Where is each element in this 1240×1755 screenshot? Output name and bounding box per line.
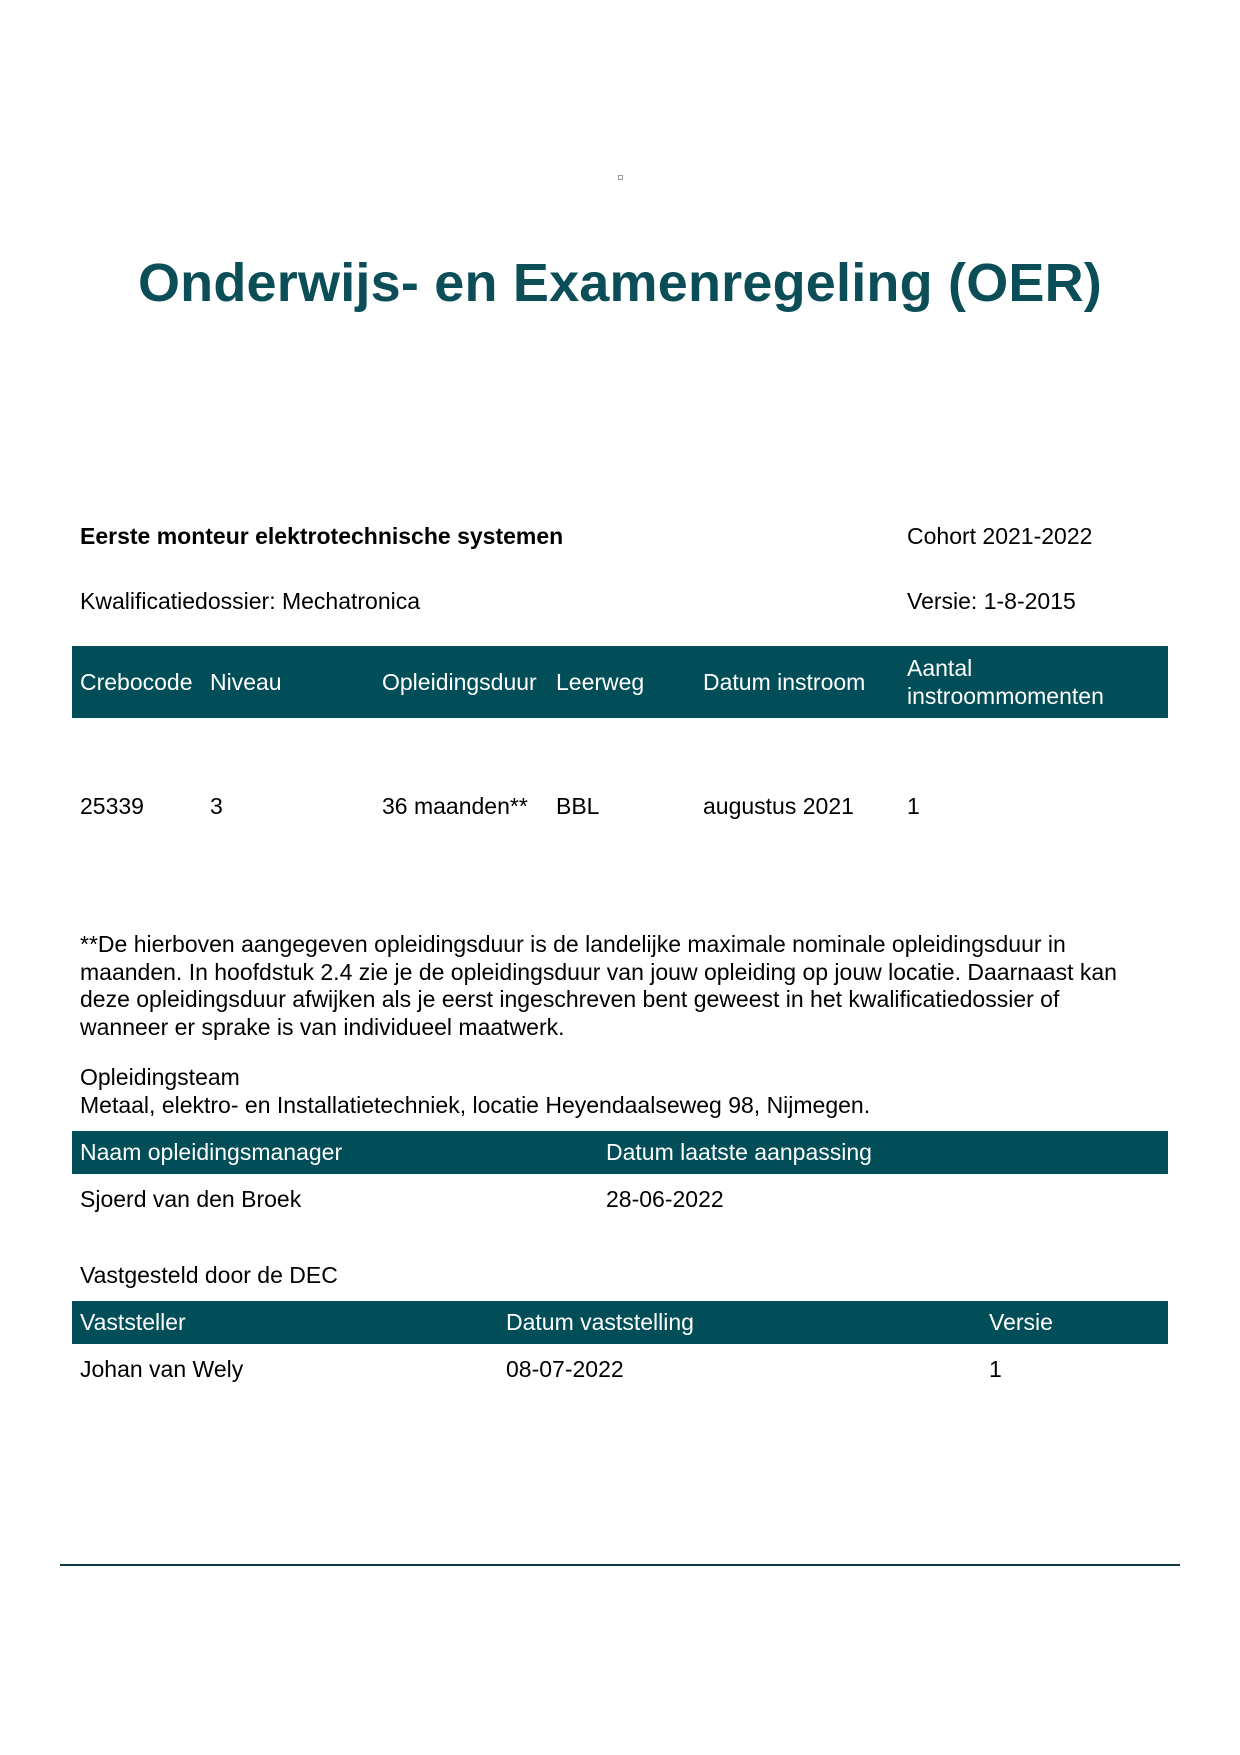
header-vaststeller: Vaststeller — [80, 1309, 186, 1335]
cohort: Cohort 2021-2022 — [907, 523, 1093, 549]
header-instroommomenten: instroommomenten — [907, 683, 1104, 709]
header-datum-vaststelling: Datum vaststelling — [506, 1309, 694, 1335]
kenmerken-table-header — [72, 646, 1168, 718]
footnote-line: wanneer er sprake is van individueel maatwerk. — [80, 1013, 565, 1040]
header-niveau: Niveau — [210, 669, 282, 695]
header-naam-opleidingsmanager: Naam opleidingsmanager — [80, 1139, 343, 1165]
header-versie: Versie — [989, 1309, 1053, 1335]
opleidingsteam-value: Metaal, elektro- en Installatietechniek, locatie Heyendaalseweg 98, Nijmegen. — [80, 1092, 871, 1118]
header-opleidingsduur: Opleidingsduur — [382, 669, 537, 695]
footnote-line: maanden. In hoofdstuk 2.4 zie je de opleidingsduur van jouw opleiding op jouw locatie. Daarnaast kan — [80, 958, 1117, 985]
opleiding-name: Eerste monteur elektrotechnische systemen — [80, 523, 564, 549]
cell-opleidingsduur: 36 maanden** — [382, 793, 528, 819]
cell-datum-vaststelling: 08-07-2022 — [506, 1356, 624, 1382]
document-title: Onderwijs- en Examenregeling (OER) — [137, 253, 1102, 313]
manager-table-row — [72, 1185, 1168, 1215]
kwalificatiedossier: Kwalificatiedossier: Mechatronica — [80, 588, 421, 614]
cell-datum-laatste-aanpassing: 28-06-2022 — [606, 1186, 724, 1212]
vaststelling-table-header — [72, 1301, 1168, 1344]
cell-leerweg: BBL — [556, 793, 600, 819]
cell-vaststeller: Johan van Wely — [80, 1356, 244, 1382]
footer-divider — [60, 1564, 1180, 1566]
placeholder-box-icon — [618, 175, 623, 180]
header-leerweg: Leerweg — [556, 669, 645, 695]
vastgesteld-label: Vastgesteld door de DEC — [80, 1262, 338, 1288]
cell-versie: 1 — [989, 1356, 1002, 1382]
footnote-line: **De hierboven aangegeven opleidingsduur is de landelijke maximale nominale opleidingsduur in — [80, 931, 1066, 957]
cell-datum-instroom: augustus 2021 — [703, 793, 854, 819]
header-datum-instroom: Datum instroom — [703, 669, 866, 695]
kenmerken-table-row — [72, 792, 1168, 822]
cell-naam-opleidingsmanager: Sjoerd van den Broek — [80, 1186, 302, 1212]
cell-crebocode: 25339 — [80, 793, 144, 819]
cell-aantal-instroommomenten: 1 — [907, 793, 920, 819]
manager-table-header — [72, 1131, 1168, 1174]
cell-niveau: 3 — [210, 793, 223, 819]
footnote-line: deze opleidingsduur afwijken als je eerst ingeschreven bent geweest in het kwalificatiedossier of — [80, 986, 1060, 1012]
versie: Versie: 1-8-2015 — [907, 588, 1076, 614]
footnote — [80, 931, 1165, 1041]
opleidingsteam-label: Opleidingsteam — [80, 1064, 240, 1090]
header-aantal: Aantal — [907, 655, 973, 681]
vaststelling-table-row — [72, 1355, 1168, 1385]
header-crebocode: Crebocode — [80, 669, 193, 695]
header-datum-laatste-aanpassing: Datum laatste aanpassing — [606, 1139, 872, 1165]
